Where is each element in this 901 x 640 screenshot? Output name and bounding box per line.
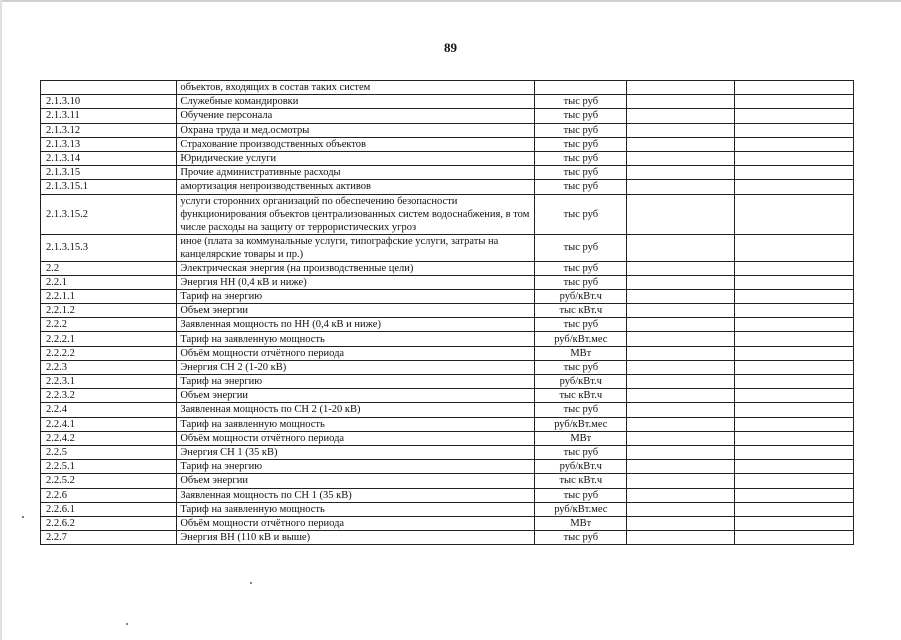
row-unit: руб/кВт.ч xyxy=(535,289,627,303)
row-value-1 xyxy=(627,318,734,332)
scan-speck xyxy=(126,623,128,625)
row-value-2 xyxy=(734,194,853,234)
row-value-2 xyxy=(734,166,853,180)
table-row xyxy=(41,151,854,165)
table-row xyxy=(41,166,854,180)
row-name: Заявленная мощность по НН (0,4 кВ и ниже) xyxy=(177,318,535,332)
row-code: 2.2.2.1 xyxy=(41,332,177,346)
scan-speck xyxy=(250,582,252,584)
row-value-2 xyxy=(734,445,853,459)
row-name: Тариф на заявленную мощность xyxy=(177,502,535,516)
row-code: 2.2.7 xyxy=(41,531,177,545)
row-value-1 xyxy=(627,137,734,151)
row-unit: тыс руб xyxy=(535,403,627,417)
row-value-1 xyxy=(627,261,734,275)
scan-speck xyxy=(22,516,24,518)
table-row xyxy=(41,516,854,530)
row-code: 2.2.5.2 xyxy=(41,474,177,488)
row-code: 2.2.4 xyxy=(41,403,177,417)
row-value-2 xyxy=(734,180,853,194)
row-value-2 xyxy=(734,346,853,360)
table-row xyxy=(41,488,854,502)
row-value-1 xyxy=(627,389,734,403)
row-value-1 xyxy=(627,488,734,502)
row-value-2 xyxy=(734,389,853,403)
row-code: 2.1.3.15.2 xyxy=(41,194,177,234)
row-code: 2.2.5.1 xyxy=(41,460,177,474)
row-code: 2.1.3.13 xyxy=(41,137,177,151)
row-code: 2.1.3.12 xyxy=(41,123,177,137)
table-row xyxy=(41,234,854,261)
row-value-2 xyxy=(734,431,853,445)
table-row xyxy=(41,445,854,459)
row-name: Объем энергии xyxy=(177,474,535,488)
row-unit: тыс кВт.ч xyxy=(535,304,627,318)
row-code: 2.2.1.1 xyxy=(41,289,177,303)
row-value-2 xyxy=(734,460,853,474)
table-row xyxy=(41,431,854,445)
row-unit: МВт xyxy=(535,516,627,530)
row-value-1 xyxy=(627,474,734,488)
row-code: 2.2.3.1 xyxy=(41,375,177,389)
row-name: услуги сторонних организаций по обеспечению безопасности функционирования объектов централизованных систем водоснабжения, в том числе расходы на защиту от террористических угроз xyxy=(177,194,535,234)
scan-top-edge xyxy=(0,0,901,2)
row-value-2 xyxy=(734,137,853,151)
row-name: Энергия ВН (110 кВ и выше) xyxy=(177,531,535,545)
row-name: Обучение персонала xyxy=(177,109,535,123)
row-code: 2.2.5 xyxy=(41,445,177,459)
table-row xyxy=(41,318,854,332)
row-code: 2.2.3 xyxy=(41,360,177,374)
row-value-2 xyxy=(734,261,853,275)
row-value-2 xyxy=(734,502,853,516)
row-value-1 xyxy=(627,375,734,389)
row-value-1 xyxy=(627,166,734,180)
table-row xyxy=(41,95,854,109)
row-value-1 xyxy=(627,431,734,445)
row-value-1 xyxy=(627,109,734,123)
row-value-2 xyxy=(734,95,853,109)
row-code xyxy=(41,81,177,95)
row-value-1 xyxy=(627,234,734,261)
row-value-1 xyxy=(627,403,734,417)
row-value-2 xyxy=(734,234,853,261)
table-row xyxy=(41,109,854,123)
row-value-1 xyxy=(627,81,734,95)
row-code: 2.1.3.14 xyxy=(41,151,177,165)
row-code: 2.2.4.2 xyxy=(41,431,177,445)
row-value-1 xyxy=(627,502,734,516)
row-name: Юридические услуги xyxy=(177,151,535,165)
row-name: Тариф на заявленную мощность xyxy=(177,332,535,346)
row-value-2 xyxy=(734,123,853,137)
table-row xyxy=(41,403,854,417)
table-row xyxy=(41,332,854,346)
table-row xyxy=(41,194,854,234)
row-code: 2.1.3.11 xyxy=(41,109,177,123)
row-name: Прочие административные расходы xyxy=(177,166,535,180)
row-value-2 xyxy=(734,488,853,502)
cost-table-body xyxy=(41,81,854,545)
table-row xyxy=(41,81,854,95)
row-unit: тыс руб xyxy=(535,194,627,234)
row-unit: тыс руб xyxy=(535,531,627,545)
row-name: Заявленная мощность по СН 2 (1-20 кВ) xyxy=(177,403,535,417)
table-row xyxy=(41,502,854,516)
row-value-2 xyxy=(734,403,853,417)
row-name: Объем энергии xyxy=(177,389,535,403)
table-row xyxy=(41,531,854,545)
row-code: 2.2.1.2 xyxy=(41,304,177,318)
row-unit: МВт xyxy=(535,431,627,445)
row-name: Объём мощности отчётного периода xyxy=(177,431,535,445)
row-name: Тариф на заявленную мощность xyxy=(177,417,535,431)
row-unit: тыс руб xyxy=(535,445,627,459)
row-value-1 xyxy=(627,275,734,289)
row-unit: тыс руб xyxy=(535,234,627,261)
table-row xyxy=(41,261,854,275)
row-name: Тариф на энергию xyxy=(177,289,535,303)
row-code: 2.2.1 xyxy=(41,275,177,289)
row-unit: тыс руб xyxy=(535,318,627,332)
row-value-2 xyxy=(734,289,853,303)
table-row xyxy=(41,123,854,137)
row-code: 2.2.6.2 xyxy=(41,516,177,530)
row-unit: тыс руб xyxy=(535,109,627,123)
row-code: 2.1.3.10 xyxy=(41,95,177,109)
table-row xyxy=(41,346,854,360)
row-value-2 xyxy=(734,375,853,389)
row-unit: тыс руб xyxy=(535,180,627,194)
row-value-1 xyxy=(627,151,734,165)
row-name: Объём мощности отчётного периода xyxy=(177,346,535,360)
row-value-2 xyxy=(734,304,853,318)
table-row xyxy=(41,304,854,318)
row-unit: руб/кВт.мес xyxy=(535,332,627,346)
row-value-1 xyxy=(627,346,734,360)
row-code: 2.2.2.2 xyxy=(41,346,177,360)
row-unit: тыс кВт.ч xyxy=(535,474,627,488)
row-value-1 xyxy=(627,304,734,318)
row-code: 2.1.3.15.3 xyxy=(41,234,177,261)
row-name: Охрана труда и мед.осмотры xyxy=(177,123,535,137)
row-unit: руб/кВт.ч xyxy=(535,460,627,474)
table-row xyxy=(41,460,854,474)
row-value-2 xyxy=(734,417,853,431)
row-name: Объем энергии xyxy=(177,304,535,318)
row-value-2 xyxy=(734,109,853,123)
row-value-1 xyxy=(627,194,734,234)
cost-table xyxy=(40,80,854,545)
row-value-1 xyxy=(627,460,734,474)
table-row xyxy=(41,389,854,403)
row-value-2 xyxy=(734,151,853,165)
row-unit: тыс руб xyxy=(535,123,627,137)
row-name: Электрическая энергия (на производственные цели) xyxy=(177,261,535,275)
row-code: 2.2.2 xyxy=(41,318,177,332)
row-name: объектов, входящих в состав таких систем xyxy=(177,81,535,95)
table-row xyxy=(41,180,854,194)
row-name: иное (плата за коммунальные услуги, типографские услуги, затраты на канцелярские товары и пр.) xyxy=(177,234,535,261)
scan-left-edge xyxy=(0,0,2,640)
row-code: 2.2.6 xyxy=(41,488,177,502)
row-name: Энергия СН 2 (1-20 кВ) xyxy=(177,360,535,374)
row-value-2 xyxy=(734,332,853,346)
row-unit: тыс руб xyxy=(535,166,627,180)
row-unit: руб/кВт.мес xyxy=(535,502,627,516)
row-unit xyxy=(535,81,627,95)
row-unit: тыс руб xyxy=(535,151,627,165)
row-code: 2.2 xyxy=(41,261,177,275)
row-name: Энергия СН 1 (35 кВ) xyxy=(177,445,535,459)
row-value-2 xyxy=(734,81,853,95)
row-value-2 xyxy=(734,275,853,289)
row-value-2 xyxy=(734,474,853,488)
row-value-1 xyxy=(627,332,734,346)
row-code: 2.2.6.1 xyxy=(41,502,177,516)
row-unit: тыс руб xyxy=(535,95,627,109)
table-row xyxy=(41,375,854,389)
page-number: 89 xyxy=(444,40,457,55)
row-value-1 xyxy=(627,289,734,303)
table-row xyxy=(41,137,854,151)
row-code: 2.2.3.2 xyxy=(41,389,177,403)
row-unit: тыс руб xyxy=(535,275,627,289)
table-row xyxy=(41,417,854,431)
row-unit: тыс руб xyxy=(535,488,627,502)
row-code: 2.1.3.15 xyxy=(41,166,177,180)
row-unit: руб/кВт.мес xyxy=(535,417,627,431)
table-row xyxy=(41,360,854,374)
row-unit: тыс кВт.ч xyxy=(535,389,627,403)
row-value-1 xyxy=(627,516,734,530)
row-unit: МВт xyxy=(535,346,627,360)
row-name: Энергия НН (0,4 кВ и ниже) xyxy=(177,275,535,289)
row-name: Тариф на энергию xyxy=(177,460,535,474)
row-name: амортизация непроизводственных активов xyxy=(177,180,535,194)
row-name: Тариф на энергию xyxy=(177,375,535,389)
row-name: Объём мощности отчётного периода xyxy=(177,516,535,530)
row-value-1 xyxy=(627,445,734,459)
row-value-1 xyxy=(627,95,734,109)
table-row xyxy=(41,289,854,303)
row-value-2 xyxy=(734,516,853,530)
row-value-1 xyxy=(627,531,734,545)
row-name: Страхование производственных объектов xyxy=(177,137,535,151)
table-row xyxy=(41,275,854,289)
row-value-1 xyxy=(627,180,734,194)
row-unit: тыс руб xyxy=(535,137,627,151)
row-code: 2.1.3.15.1 xyxy=(41,180,177,194)
row-unit: тыс руб xyxy=(535,261,627,275)
row-value-1 xyxy=(627,360,734,374)
table-row xyxy=(41,474,854,488)
row-code: 2.2.4.1 xyxy=(41,417,177,431)
row-value-1 xyxy=(627,417,734,431)
row-value-2 xyxy=(734,318,853,332)
row-value-2 xyxy=(734,531,853,545)
row-unit: руб/кВт.ч xyxy=(535,375,627,389)
row-name: Служебные командировки xyxy=(177,95,535,109)
row-unit: тыс руб xyxy=(535,360,627,374)
row-value-1 xyxy=(627,123,734,137)
row-value-2 xyxy=(734,360,853,374)
row-name: Заявленная мощность по СН 1 (35 кВ) xyxy=(177,488,535,502)
